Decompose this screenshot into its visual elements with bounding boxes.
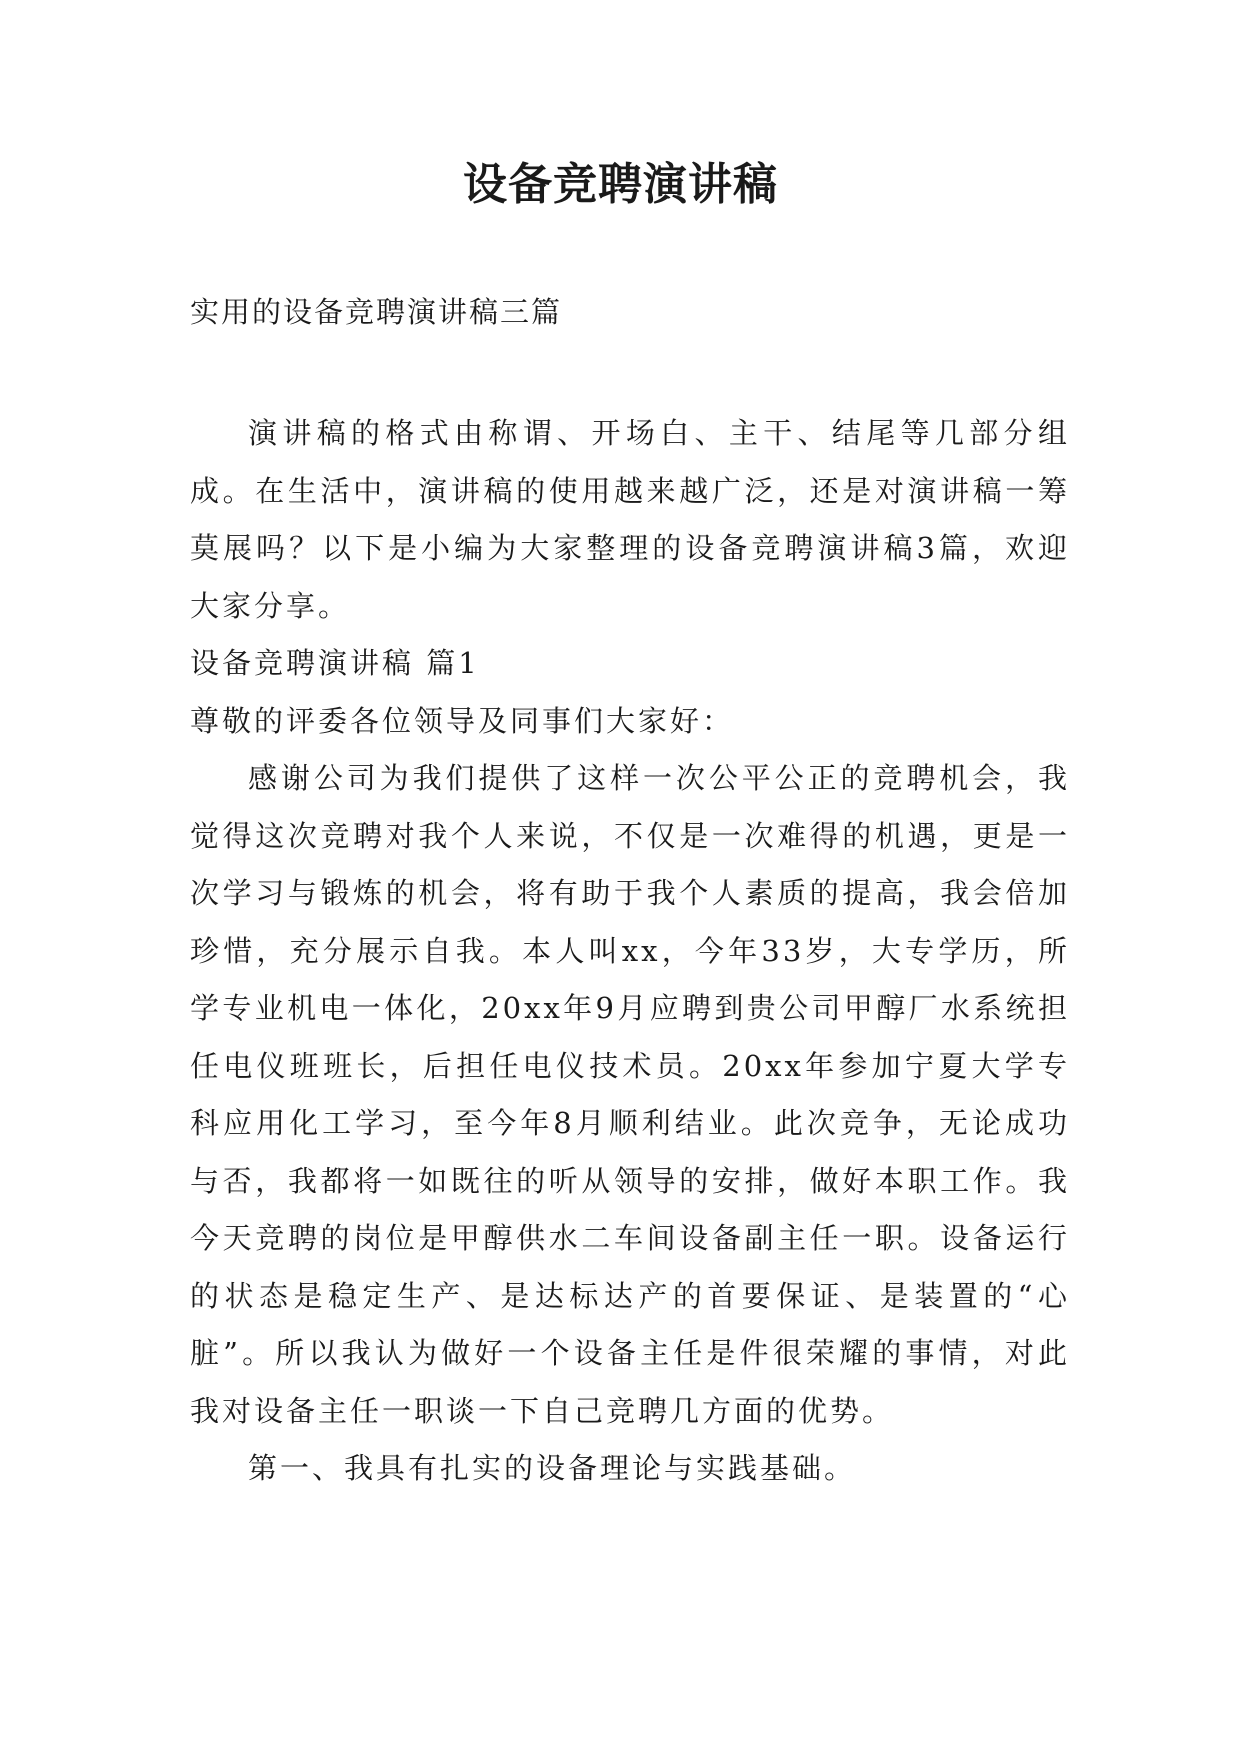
document-subtitle: 实用的设备竞聘演讲稿三篇: [190, 295, 563, 329]
intro-paragraph: 演讲稿的格式由称谓、开场白、主干、结尾等几部分组成。在生活中，演讲稿的使用越来越广泛，还是对演讲稿一筹莫展吗？以下是小编为大家整理的设备竞聘演讲稿3篇，欢迎大家分享。: [190, 416, 1070, 623]
body-paragraph-2: 第一、我具有扎实的设备理论与实践基础。: [248, 1451, 857, 1485]
document-title: 设备竞聘演讲稿: [463, 159, 778, 210]
body-paragraph-1: 感谢公司为我们提供了这样一次公平公正的竞聘机会，我觉得这次竞聘对我个人来说，不仅是一次难得的机遇，更是一次学习与锻炼的机会，将有助于我个人素质的提高，我会倍加珍惜，充分展示自我。本人叫xx，今年33岁，大专学历，所学专业机电一体化，20xx年9月应聘到贵公司甲醇厂水系统担任电仪班班长，后担任电仪技术员。20xx年参加宁夏大学专科应用化工学习，至今年8月顺利结业。此次竞争，无论成功与否，我都将一如既往的听从领导的安排，做好本职工作。我今天竞聘的岗位是甲醇供水二车间设备副主任一职。设备运行的状态是稳定生产、是达标达产的首要保证、是装置的“心脏”。所以我认为做好一个设备主任是件很荣耀的事情，对此我对设备主任一职谈一下自己竞聘几方面的优势。: [190, 761, 1070, 1428]
document-body: [190, 405, 1070, 1498]
section-heading: 设备竞聘演讲稿 篇1: [190, 646, 480, 680]
greeting-line: 尊敬的评委各位领导及同事们大家好：: [190, 703, 735, 738]
